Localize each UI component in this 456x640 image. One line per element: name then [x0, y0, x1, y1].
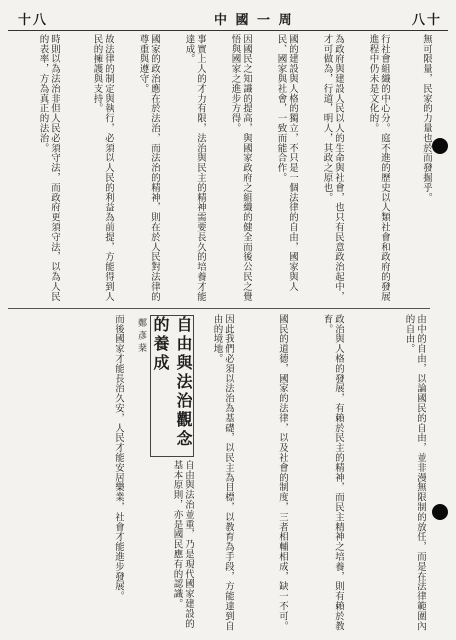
article-title-box: [150, 315, 194, 457]
text-column: 政治與人格的發展，有賴於民主的精神，而民主精神之培養，則有賴於教育。: [321, 314, 344, 631]
text-column: 因國民之知識的提高，與國家政府之組織的健全而後公民之覺悟與國家之進步方得。: [229, 34, 252, 302]
text-column: 國民的道德，國家的法律，以及社會的制度，三者相輔相成，缺一不可。: [277, 314, 288, 631]
binding-hole: [432, 138, 448, 154]
article-author: 鄭 彥 棻: [136, 318, 146, 353]
text-column: 故法律的制定與執行，必須以人民的利益為前提，方能得到人民的擁護與支持。: [91, 34, 114, 302]
page-number: 八十: [411, 13, 442, 28]
text-column: 行社會組織的中心分。庭不進的歷史以人類社會和政府的發展進程中仍未是文化的。: [367, 34, 390, 302]
text-column: 無可限量，民家的力量也於而發掘乎。: [421, 34, 432, 203]
text-column: 時則以為法治非但人民必須守法，而政府更須守法，以為人民的表率，方為真正的法治。: [37, 34, 60, 302]
text-column: 因此我們必須以法治為基礎，以民主為目標，以教育為手段，方能達到自由的境地。: [211, 314, 234, 631]
text-column: 事實上人的才力有限，法治與民主的精神需要長久的培養才能達成。: [183, 34, 206, 302]
text-column: 自由與法治並重，乃是現代國家建設的基本原則，亦是國民應有的認識。: [171, 460, 194, 629]
magazine-title: 中 國 一 周: [214, 13, 294, 28]
section-divider: [8, 308, 430, 309]
text-column: 而後國家才能長治久安，人民才能安居樂業，社會才能進步發展。: [113, 314, 124, 602]
article-title: 自由與法治觀念的養成: [151, 316, 193, 449]
text-column: 國家的政治應在於法治，而法治的精神，則在於人民對法律的尊重與遵守。: [137, 34, 160, 302]
binding-hole: [432, 504, 448, 520]
page-number-left: 十八: [18, 13, 49, 28]
text-column: 為政府與建設人民以人的生命與社會，也只有民意政治起中，才可做為，行道，明人，其政之原也。: [321, 34, 344, 302]
page-header: [8, 6, 448, 31]
text-column: 由中的自由，以論國民的自由，並非漫無限制的放任，而是在法律範圍內的自由。: [403, 314, 426, 631]
text-column: 國的建設與人格的獨立，不只是一個法律的自由，國家與人民、國家與社會，一致而能合作。: [275, 34, 298, 292]
